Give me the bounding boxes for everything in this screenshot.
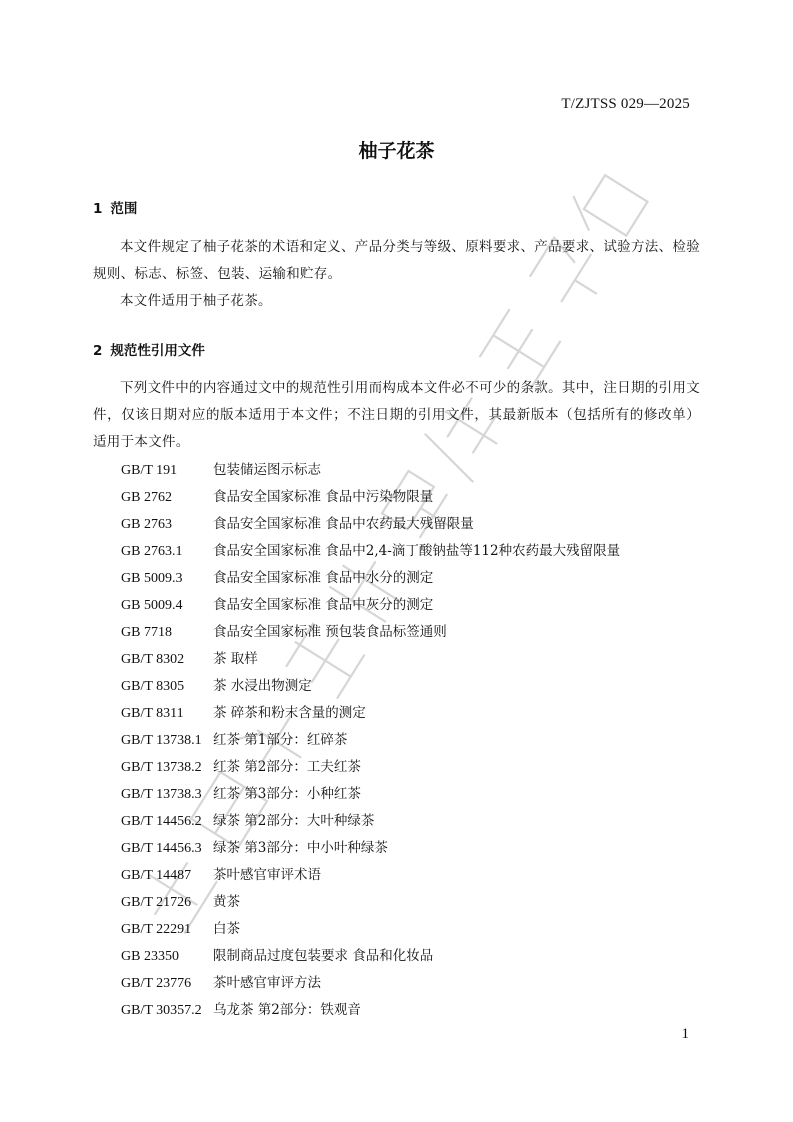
reference-title: 绿茶 第3部分：中小叶种绿茶 [213,840,388,856]
reference-code: GB/T 14487 [121,868,192,883]
reference-title: 茶 取样 [213,651,258,667]
reference-title: 包装储运图示标志 [213,462,321,478]
reference-title: 黄茶 [213,894,240,910]
reference-code: GB/T 13738.1 [121,733,202,748]
reference-code: GB/T 191 [121,463,178,478]
document-title: 柚子花茶 [358,140,435,162]
section-title: 规范性引用文件 [110,343,205,359]
reference-code: GB/T 22291 [121,922,192,937]
reference-code: GB 2763.1 [121,544,183,559]
section-number: 2 [93,343,103,359]
reference-item [121,889,721,916]
page-number: 1 [681,1026,689,1042]
reference-title: 食品安全国家标准 食品中农药最大残留限量 [213,516,474,532]
reference-title: 食品安全国家标准 食品中灰分的测定 [213,597,434,613]
reference-code: GB/T 14456.3 [121,841,202,856]
scope-paragraph: 本文件规定了柚子花茶的术语和定义、产品分类与等级、原料要求、产品要求、试验方法、检验规则、标志、标签、包装、运输和贮存。 [93,239,700,282]
reference-title: 红茶 第3部分：小种红茶 [213,786,361,802]
reference-title: 乌龙茶 第2部分：铁观音 [213,1002,361,1018]
reference-code: GB/T 14456.2 [121,814,202,829]
reference-title: 食品安全国家标准 食品中污染物限量 [213,489,434,505]
reference-title: 食品安全国家标准 食品中水分的测定 [213,570,434,586]
reference-code: GB 23350 [121,949,179,964]
reference-title: 食品安全国家标准 食品中2,4-滴丁酸钠盐等112种农药最大残留限量 [213,543,621,559]
reference-code: GB/T 8311 [121,706,184,721]
reference-title: 茶叶感官审评术语 [213,867,321,883]
reference-code: GB 5009.3 [121,571,183,586]
reference-item [121,700,721,727]
document-code: T/ZJTSS 029—2025 [561,96,690,112]
reference-title: 食品安全国家标准 预包装食品标签通则 [213,624,447,640]
reference-item [121,970,721,997]
reference-code: GB/T 21726 [121,895,192,910]
reference-item [121,808,721,835]
reference-item [121,538,721,565]
reference-code: GB 7718 [121,625,172,640]
reference-item [121,997,721,1024]
reference-code: GB 5009.4 [121,598,183,613]
reference-title: 限制商品过度包装要求 食品和化妆品 [213,948,434,964]
reference-item [121,484,721,511]
reference-item [121,457,721,484]
section-number: 1 [93,201,103,217]
reference-item [121,916,721,943]
reference-code: GB/T 13738.2 [121,760,202,775]
reference-code: GB/T 30357.2 [121,1003,202,1018]
scope-applicability-paragraph: 本文件适用于柚子花茶。 [120,293,272,309]
reference-code: GB/T 23776 [121,976,192,991]
reference-item [121,511,721,538]
reference-title: 茶 水浸出物测定 [213,678,312,694]
reference-title: 茶 碎茶和粉末含量的测定 [213,705,366,721]
reference-item [121,727,721,754]
reference-item [121,565,721,592]
reference-title: 绿茶 第2部分：大叶种绿茶 [213,813,375,829]
reference-title: 茶叶感官审评方法 [213,975,321,991]
reference-title: 白茶 [213,921,240,937]
reference-title: 红茶 第1部分：红碎茶 [213,732,348,748]
references-intro-paragraph: 下列文件中的内容通过文中的规范性引用而构成本文件必不可少的条款。其中，注日期的引用文件，仅该日期对应的版本适用于本文件；不注日期的引用文件，其最新版本（包括所有的修改单）适用于本文件。 [93,380,700,450]
reference-item [121,592,721,619]
reference-item [121,835,721,862]
reference-code: GB 2762 [121,490,172,505]
reference-item [121,754,721,781]
reference-code: GB/T 8302 [121,652,185,667]
reference-title: 红茶 第2部分：工夫红茶 [213,759,361,775]
section-heading-scope [93,197,137,217]
reference-item [121,862,721,889]
reference-code: GB/T 13738.3 [121,787,202,802]
reference-code: GB/T 8305 [121,679,185,694]
reference-code: GB 2763 [121,517,172,532]
reference-item [121,646,721,673]
reference-item [121,673,721,700]
reference-item [121,781,721,808]
reference-item [121,943,721,970]
section-heading-normative-references [93,339,205,359]
section-title: 范围 [110,201,138,217]
reference-item [121,619,721,646]
